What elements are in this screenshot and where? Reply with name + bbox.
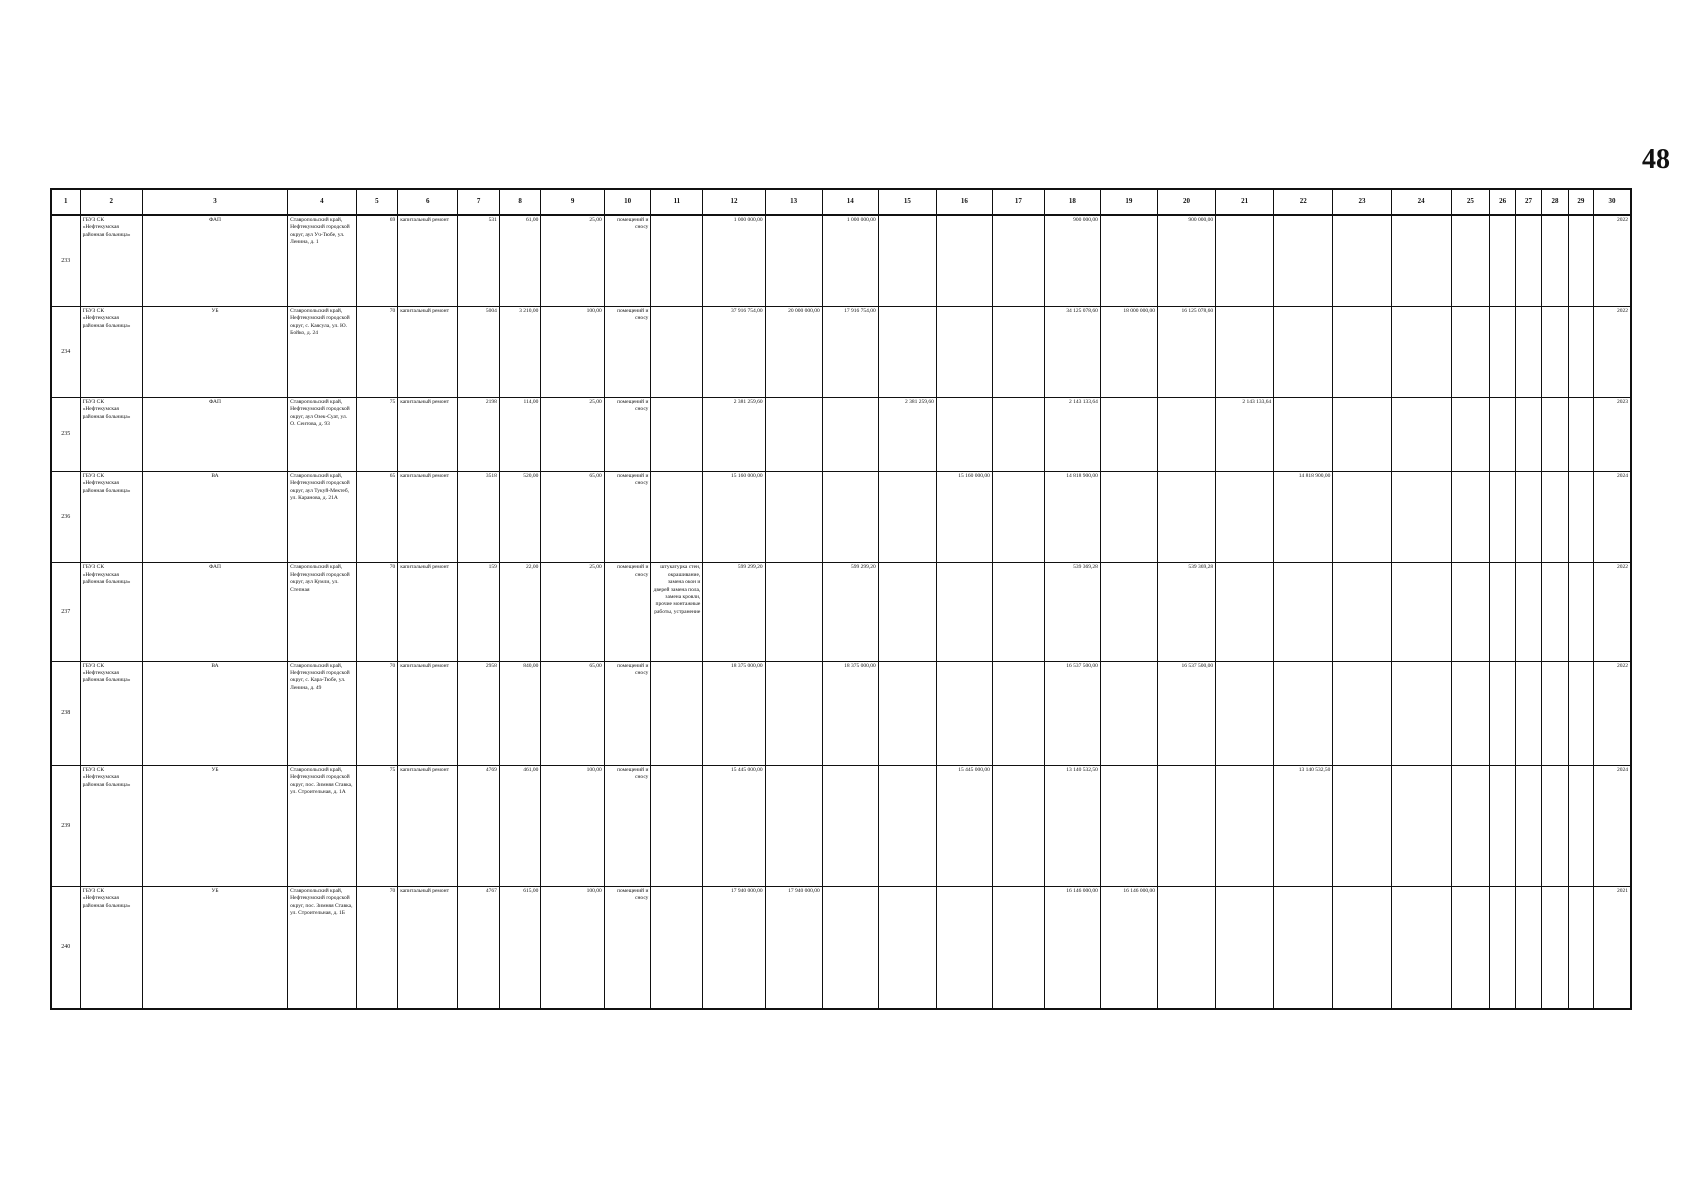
row-number-cell: 237 [51, 563, 80, 661]
amount-cell [936, 886, 992, 1009]
empty-cell [1568, 563, 1593, 661]
amount-cell [1157, 766, 1215, 887]
organization-cell: ГБУЗ СК «Нефтекумская районная больница» [80, 398, 142, 472]
column-header: 12 [703, 189, 765, 215]
amount-cell [765, 472, 822, 563]
year-cell: 2022 [1593, 306, 1631, 397]
address-cell: Ставропольский край, Нефтекумский городской округ, пос. Зимняя Ставка, ул. Строительная, д. 1Б [288, 886, 357, 1009]
page-number: 48 [1642, 144, 1670, 175]
cell: 5004 [458, 306, 500, 397]
empty-cell [1516, 886, 1542, 1009]
works-description-cell [651, 661, 703, 765]
cell: помещений и сносу [604, 563, 651, 661]
cell: помещений и сносу [604, 766, 651, 887]
amount-cell: 17 916 754,00 [822, 306, 878, 397]
amount-cell: 539 369,28 [1157, 563, 1215, 661]
column-header: 13 [765, 189, 822, 215]
amount-cell [765, 215, 822, 306]
cell: 4769 [458, 766, 500, 887]
works-description-cell [651, 306, 703, 397]
cell: 65,00 [541, 472, 604, 563]
cell: 69 [356, 215, 398, 306]
empty-cell [1541, 661, 1568, 765]
amount-cell [1216, 215, 1274, 306]
amount-cell [1216, 472, 1274, 563]
empty-cell [1451, 215, 1489, 306]
empty-cell [1490, 472, 1516, 563]
amount-cell [992, 306, 1044, 397]
cell: 70 [356, 661, 398, 765]
table-row [51, 472, 1631, 563]
amount-cell [878, 563, 936, 661]
amount-cell [992, 398, 1044, 472]
cell: 2198 [458, 398, 500, 472]
amount-cell: 34 125 078,60 [1044, 306, 1100, 397]
amount-cell [1274, 215, 1333, 306]
amount-cell [1216, 886, 1274, 1009]
amount-cell [1157, 886, 1215, 1009]
cell: 4767 [458, 886, 500, 1009]
empty-cell [1516, 398, 1542, 472]
work-type-cell: капитальный ремонт [398, 306, 458, 397]
amount-cell [1274, 306, 1333, 397]
amount-cell [1274, 563, 1333, 661]
column-header: 26 [1490, 189, 1516, 215]
address-cell: Ставропольский край, Нефтекумский городской округ, аул Уч-Тюбе, ул. Ленина, д. 1 [288, 215, 357, 306]
cell: 70 [356, 563, 398, 661]
empty-cell [1451, 661, 1489, 765]
empty-cell [1333, 398, 1391, 472]
empty-cell [1541, 398, 1568, 472]
amount-cell [992, 886, 1044, 1009]
empty-cell [1516, 306, 1542, 397]
facility-type-cell: УБ [142, 766, 287, 887]
organization-cell: ГБУЗ СК «Нефтекумская районная больница» [80, 563, 142, 661]
amount-cell [1216, 766, 1274, 887]
column-header: 24 [1391, 189, 1451, 215]
amount-cell: 1 000 000,00 [822, 215, 878, 306]
empty-cell [1490, 661, 1516, 765]
header-row [51, 189, 1631, 215]
empty-cell [1568, 661, 1593, 765]
cell: 100,00 [541, 306, 604, 397]
table-row [51, 886, 1631, 1009]
works-description-cell [651, 766, 703, 887]
empty-cell [1568, 766, 1593, 887]
amount-cell: 14 818 900,00 [1274, 472, 1333, 563]
row-number-cell: 233 [51, 215, 80, 306]
amount-cell [992, 766, 1044, 887]
organization-cell: ГБУЗ СК «Нефтекумская районная больница» [80, 472, 142, 563]
empty-cell [1516, 215, 1542, 306]
empty-cell [1451, 472, 1489, 563]
facility-type-cell: ВА [142, 661, 287, 765]
empty-cell [1391, 215, 1451, 306]
empty-cell [1451, 306, 1489, 397]
empty-cell [1490, 766, 1516, 887]
work-type-cell: капитальный ремонт [398, 398, 458, 472]
organization-cell: ГБУЗ СК «Нефтекумская районная больница» [80, 886, 142, 1009]
cell: 3 210,00 [499, 306, 541, 397]
empty-cell [1568, 215, 1593, 306]
amount-cell [765, 766, 822, 887]
year-cell: 2024 [1593, 472, 1631, 563]
amount-cell: 14 818 900,00 [1044, 472, 1100, 563]
amount-cell [822, 472, 878, 563]
address-cell: Ставропольский край, Нефтекумский городской округ, пос. Зимняя Ставка, ул. Строительная, д. 1А [288, 766, 357, 887]
table-row [51, 398, 1631, 472]
amount-cell [1216, 661, 1274, 765]
empty-cell [1516, 661, 1542, 765]
amount-cell [1274, 398, 1333, 472]
amount-cell [1100, 661, 1157, 765]
cell: 2958 [458, 661, 500, 765]
amount-cell [1157, 398, 1215, 472]
amount-cell [1274, 886, 1333, 1009]
empty-cell [1541, 215, 1568, 306]
facility-type-cell: УБ [142, 886, 287, 1009]
row-number-cell: 235 [51, 398, 80, 472]
column-header: 10 [604, 189, 651, 215]
amount-cell [1274, 661, 1333, 765]
cell: помещений и сносу [604, 215, 651, 306]
column-header: 7 [458, 189, 500, 215]
amount-cell: 1 000 000,00 [703, 215, 765, 306]
empty-cell [1333, 215, 1391, 306]
amount-cell: 16 537 500,00 [1044, 661, 1100, 765]
amount-cell [936, 398, 992, 472]
empty-cell [1333, 472, 1391, 563]
amount-cell [992, 215, 1044, 306]
row-number-cell: 239 [51, 766, 80, 887]
empty-cell [1391, 398, 1451, 472]
amount-cell [1100, 398, 1157, 472]
amount-cell [878, 472, 936, 563]
address-cell: Ставропольский край, Нефтекумский городской округ, с. Каясула, ул. Ю. Бойко, д. 24 [288, 306, 357, 397]
amount-cell: 18 375 000,00 [822, 661, 878, 765]
amount-cell [822, 886, 878, 1009]
empty-cell [1333, 886, 1391, 1009]
empty-cell [1541, 472, 1568, 563]
year-cell: 2024 [1593, 766, 1631, 887]
table-row [51, 563, 1631, 661]
empty-cell [1541, 306, 1568, 397]
cell: 61,00 [499, 215, 541, 306]
works-description-cell [651, 215, 703, 306]
amount-cell: 18 000 000,00 [1100, 306, 1157, 397]
empty-cell [1391, 766, 1451, 887]
amount-cell [878, 661, 936, 765]
row-number-cell: 234 [51, 306, 80, 397]
cell: 65 [356, 472, 398, 563]
year-cell: 2022 [1593, 215, 1631, 306]
amount-cell [936, 563, 992, 661]
table-row [51, 306, 1631, 397]
amount-cell: 539 369,28 [1044, 563, 1100, 661]
empty-cell [1333, 306, 1391, 397]
empty-cell [1541, 886, 1568, 1009]
work-type-cell: капитальный ремонт [398, 886, 458, 1009]
empty-cell [1516, 563, 1542, 661]
amount-cell: 17 940 000,00 [765, 886, 822, 1009]
year-cell: 2021 [1593, 886, 1631, 1009]
cell: 25,00 [541, 398, 604, 472]
column-header: 1 [51, 189, 80, 215]
column-header: 2 [80, 189, 142, 215]
address-cell: Ставропольский край, Нефтекумский городской округ, с. Кара-Тюбе, ул. Ленина, д. 49 [288, 661, 357, 765]
amount-cell [1216, 563, 1274, 661]
work-type-cell: капитальный ремонт [398, 661, 458, 765]
cell: помещений и сносу [604, 661, 651, 765]
address-cell: Ставропольский край, Нефтекумский городской округ, аул Тукуй-Мектеб, ул. Каранова, д. 21А [288, 472, 357, 563]
column-header: 15 [878, 189, 936, 215]
facility-type-cell: ФАП [142, 398, 287, 472]
organization-cell: ГБУЗ СК «Нефтекумская районная больница» [80, 215, 142, 306]
cell: помещений и сносу [604, 886, 651, 1009]
empty-cell [1490, 215, 1516, 306]
row-number-cell: 240 [51, 886, 80, 1009]
amount-cell: 15 160 000,00 [936, 472, 992, 563]
cell: 25,00 [541, 563, 604, 661]
amount-cell: 2 381 259,60 [703, 398, 765, 472]
cell: 3518 [458, 472, 500, 563]
cell: 461,00 [499, 766, 541, 887]
empty-cell [1333, 563, 1391, 661]
amount-cell: 37 916 754,00 [703, 306, 765, 397]
cell: 75 [356, 766, 398, 887]
amount-cell [1100, 563, 1157, 661]
empty-cell [1391, 661, 1451, 765]
work-type-cell: капитальный ремонт [398, 563, 458, 661]
amount-cell [936, 661, 992, 765]
empty-cell [1541, 766, 1568, 887]
column-header: 25 [1451, 189, 1489, 215]
work-type-cell: капитальный ремонт [398, 472, 458, 563]
cell: 22,00 [499, 563, 541, 661]
amount-cell: 16 146 000,00 [1044, 886, 1100, 1009]
facility-type-cell: ФАП [142, 563, 287, 661]
empty-cell [1490, 306, 1516, 397]
column-header: 4 [288, 189, 357, 215]
empty-cell [1451, 766, 1489, 887]
works-description-cell: штукатурка стен, окрашивание, замена окон и дверей замена пола, замена кровли, прочие монтажные работы, устранение [651, 563, 703, 661]
organization-cell: ГБУЗ СК «Нефтекумская районная больница» [80, 306, 142, 397]
year-cell: 2022 [1593, 563, 1631, 661]
empty-cell [1391, 563, 1451, 661]
column-header: 22 [1274, 189, 1333, 215]
amount-cell: 16 146 000,00 [1100, 886, 1157, 1009]
cell: 65,00 [541, 661, 604, 765]
column-header: 6 [398, 189, 458, 215]
amount-cell: 16 125 078,60 [1157, 306, 1215, 397]
table-row [51, 215, 1631, 306]
amount-cell: 20 000 000,00 [765, 306, 822, 397]
amount-cell [936, 306, 992, 397]
amount-cell: 599 299,20 [703, 563, 765, 661]
column-header: 3 [142, 189, 287, 215]
table-row [51, 766, 1631, 887]
work-type-cell: капитальный ремонт [398, 215, 458, 306]
cell: 100,00 [541, 766, 604, 887]
column-header: 28 [1541, 189, 1568, 215]
amount-cell [765, 661, 822, 765]
amount-cell [1216, 306, 1274, 397]
works-description-cell [651, 886, 703, 1009]
cell: 25,00 [541, 215, 604, 306]
amount-cell [992, 563, 1044, 661]
amount-cell [878, 215, 936, 306]
empty-cell [1391, 472, 1451, 563]
amount-cell: 2 143 133,64 [1216, 398, 1274, 472]
amount-cell: 2 381 259,60 [878, 398, 936, 472]
column-header: 27 [1516, 189, 1542, 215]
cell: 840,00 [499, 661, 541, 765]
column-header: 18 [1044, 189, 1100, 215]
empty-cell [1568, 306, 1593, 397]
amount-cell: 15 160 000,00 [703, 472, 765, 563]
empty-cell [1451, 563, 1489, 661]
works-description-cell [651, 398, 703, 472]
amount-cell [878, 306, 936, 397]
cell: 520,00 [499, 472, 541, 563]
amount-cell: 900 000,00 [1044, 215, 1100, 306]
empty-cell [1451, 398, 1489, 472]
amount-cell: 16 537 500,00 [1157, 661, 1215, 765]
works-description-cell [651, 472, 703, 563]
facility-type-cell: ВА [142, 472, 287, 563]
column-header: 29 [1568, 189, 1593, 215]
amount-cell [822, 398, 878, 472]
column-header: 19 [1100, 189, 1157, 215]
year-cell: 2022 [1593, 661, 1631, 765]
empty-cell [1451, 886, 1489, 1009]
amount-cell [878, 886, 936, 1009]
column-header: 9 [541, 189, 604, 215]
amount-cell [1100, 215, 1157, 306]
amount-cell [1157, 472, 1215, 563]
column-header: 16 [936, 189, 992, 215]
address-cell: Ставропольский край, Нефтекумский городской округ, аул Озек-Суат, ул. О. Сеитова, д. 93 [288, 398, 357, 472]
work-type-cell: капитальный ремонт [398, 766, 458, 887]
amount-cell [765, 398, 822, 472]
table-body [51, 215, 1631, 1009]
facility-type-cell: ФАП [142, 215, 287, 306]
year-cell: 2023 [1593, 398, 1631, 472]
amount-cell: 15 445 000,00 [703, 766, 765, 887]
column-header: 11 [651, 189, 703, 215]
column-header: 14 [822, 189, 878, 215]
cell: 100,00 [541, 886, 604, 1009]
cell: 159 [458, 563, 500, 661]
empty-cell [1516, 472, 1542, 563]
amount-cell: 900 000,00 [1157, 215, 1215, 306]
empty-cell [1391, 886, 1451, 1009]
empty-cell [1333, 766, 1391, 887]
table-row [51, 661, 1631, 765]
empty-cell [1568, 398, 1593, 472]
empty-cell [1333, 661, 1391, 765]
cell: 531 [458, 215, 500, 306]
amount-cell: 17 940 000,00 [703, 886, 765, 1009]
column-header: 8 [499, 189, 541, 215]
empty-cell [1490, 563, 1516, 661]
column-header: 21 [1216, 189, 1274, 215]
empty-cell [1490, 886, 1516, 1009]
facility-type-cell: УБ [142, 306, 287, 397]
empty-cell [1568, 886, 1593, 1009]
amount-cell: 15 445 000,00 [936, 766, 992, 887]
amount-cell [936, 215, 992, 306]
amount-cell: 18 375 000,00 [703, 661, 765, 765]
amount-cell [878, 766, 936, 887]
amount-cell [1100, 766, 1157, 887]
empty-cell [1541, 563, 1568, 661]
empty-cell [1391, 306, 1451, 397]
column-header: 23 [1333, 189, 1391, 215]
cell: 75 [356, 398, 398, 472]
cell: 615,00 [499, 886, 541, 1009]
organization-cell: ГБУЗ СК «Нефтекумская районная больница» [80, 661, 142, 765]
row-number-cell: 238 [51, 661, 80, 765]
column-header: 20 [1157, 189, 1215, 215]
row-number-cell: 236 [51, 472, 80, 563]
amount-cell: 13 140 532,50 [1044, 766, 1100, 887]
cell: 114,00 [499, 398, 541, 472]
cell: 70 [356, 306, 398, 397]
cell: помещений и сносу [604, 398, 651, 472]
amount-cell [765, 563, 822, 661]
organization-cell: ГБУЗ СК «Нефтекумская районная больница» [80, 766, 142, 887]
empty-cell [1568, 472, 1593, 563]
amount-cell [822, 766, 878, 887]
cell: 70 [356, 886, 398, 1009]
amount-cell [1100, 472, 1157, 563]
empty-cell [1490, 398, 1516, 472]
address-cell: Ставропольский край, Нефтекумский городской округ, аул Кумли, ул. Степная [288, 563, 357, 661]
column-header: 30 [1593, 189, 1631, 215]
empty-cell [1516, 766, 1542, 887]
amount-cell: 2 143 133,64 [1044, 398, 1100, 472]
amount-cell [992, 472, 1044, 563]
cell: помещений и сносу [604, 472, 651, 563]
cell: помещений и сносу [604, 306, 651, 397]
column-header: 17 [992, 189, 1044, 215]
amount-cell: 13 140 532,50 [1274, 766, 1333, 887]
amount-cell [992, 661, 1044, 765]
column-header: 5 [356, 189, 398, 215]
data-table [50, 188, 1632, 1010]
amount-cell: 599 299,20 [822, 563, 878, 661]
